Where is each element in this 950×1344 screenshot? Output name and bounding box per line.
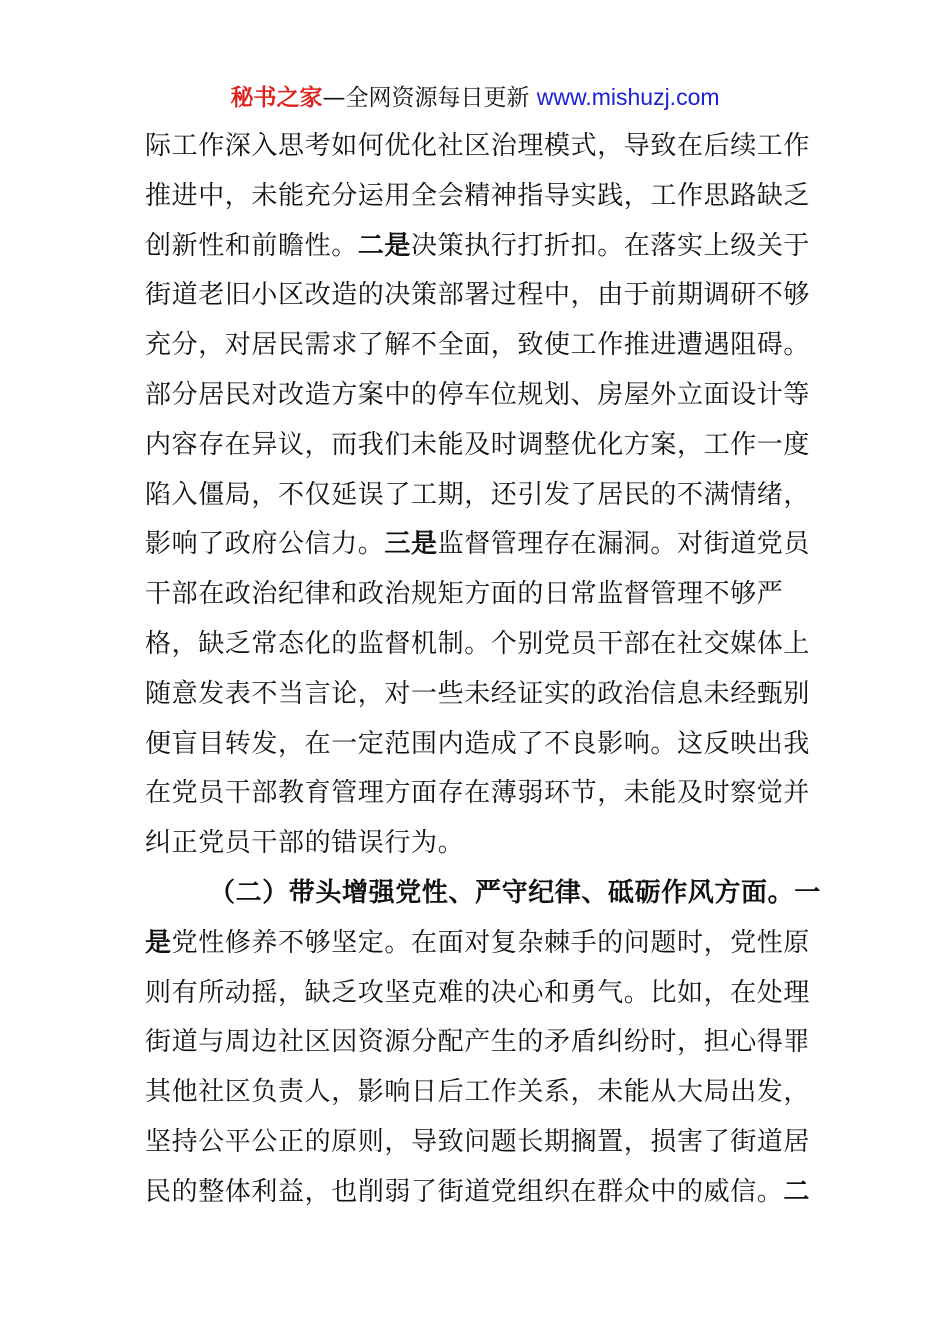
text-run: 推进中，未能充分运用全会精神指导实践，工作思路缺乏 — [145, 180, 811, 211]
text-line — [145, 1168, 810, 1218]
text-line — [145, 271, 810, 321]
text-run: 坚持公平公正的原则，导致问题长期搁置，损害了街道居 — [145, 1126, 811, 1157]
text-line — [145, 471, 810, 521]
text-run: 充分，对居民需求了解不全面，致使工作推进遭遇阻碍。 — [145, 330, 811, 361]
bold-run: 三是 — [384, 529, 438, 560]
text-line — [145, 919, 810, 969]
text-run: 民的整体利益，也削弱了街道党组织在群众中的威信。 — [145, 1176, 784, 1207]
page-header — [0, 80, 950, 115]
bold-run: 二 — [783, 1176, 811, 1207]
text-run: 随意发表不当言论，对一些未经证实的政治信息未经甄别 — [145, 678, 811, 709]
text-line — [145, 1018, 810, 1068]
text-line — [145, 421, 810, 471]
text-run: 创新性和前瞻性。 — [145, 230, 358, 261]
text-line — [145, 1068, 810, 1118]
text-run: 街道老旧小区改造的决策部署过程中，由于前期调研不够 — [145, 280, 811, 311]
text-run: 际工作深入思考如何优化社区治理模式，导致在后续工作 — [145, 131, 811, 161]
text-run: 其他社区负责人，影响日后工作关系，未能从大局出发， — [145, 1077, 811, 1108]
text-run: 影响了政府公信力。 — [145, 529, 385, 560]
site-url-link[interactable]: www.mishuzj.com — [536, 84, 720, 110]
bold-run: （二）带头增强党性、严守纪律、砥砺作风方面。一 — [209, 877, 821, 908]
text-line — [145, 122, 810, 172]
bold-run: 二是 — [357, 230, 412, 261]
text-run: 在党员干部教育管理方面存在薄弱环节，未能及时察觉并 — [145, 778, 811, 809]
text-line — [145, 321, 810, 371]
text-run: 陷入僵局，不仅延误了工期，还引发了居民的不满情绪， — [145, 479, 811, 510]
text-run: 部分居民对改造方案中的停车位规划、房屋外立面设计等 — [145, 379, 811, 410]
text-run: 监督管理存在漏洞。对街道党员 — [437, 529, 811, 560]
text-run: 纠正党员干部的错误行为。 — [145, 828, 465, 859]
text-line — [145, 720, 810, 770]
text-run: 则有所动摇，缺乏攻坚克难的决心和勇气。比如，在处理 — [145, 977, 811, 1008]
text-line — [145, 969, 810, 1019]
text-line — [145, 222, 810, 272]
text-line — [145, 172, 810, 222]
text-run: 决策执行打折扣。在落实上级关于 — [411, 230, 811, 261]
text-line — [145, 670, 810, 720]
text-line — [145, 1118, 810, 1168]
text-run: 格，缺乏常态化的监督机制。个别党员干部在社交媒体上 — [145, 628, 811, 659]
text-line — [145, 371, 810, 421]
text-line — [145, 819, 810, 869]
text-run: 便盲目转发，在一定范围内造成了不良影响。这反映出我 — [145, 728, 811, 759]
text-line — [145, 769, 810, 819]
text-run: 街道与周边社区因资源分配产生的矛盾纠纷时，担心得罪 — [145, 1027, 811, 1058]
brand-name: 秘书之家 — [230, 85, 323, 111]
header-tagline: —全网资源每日更新 — [322, 85, 537, 111]
text-run: 干部在政治纪律和政治规矩方面的日常监督管理不够严 — [145, 579, 784, 610]
document-body — [145, 122, 821, 1218]
text-run: 党性修养不够坚定。在面对复杂棘手的问题时，党性原 — [171, 927, 811, 958]
bold-run: 是 — [145, 927, 172, 958]
text-line — [145, 570, 810, 620]
section-heading — [145, 869, 821, 919]
text-line — [145, 520, 810, 570]
text-line — [145, 620, 810, 670]
text-run: 内容存在异议，而我们未能及时调整优化方案，工作一度 — [145, 429, 811, 460]
